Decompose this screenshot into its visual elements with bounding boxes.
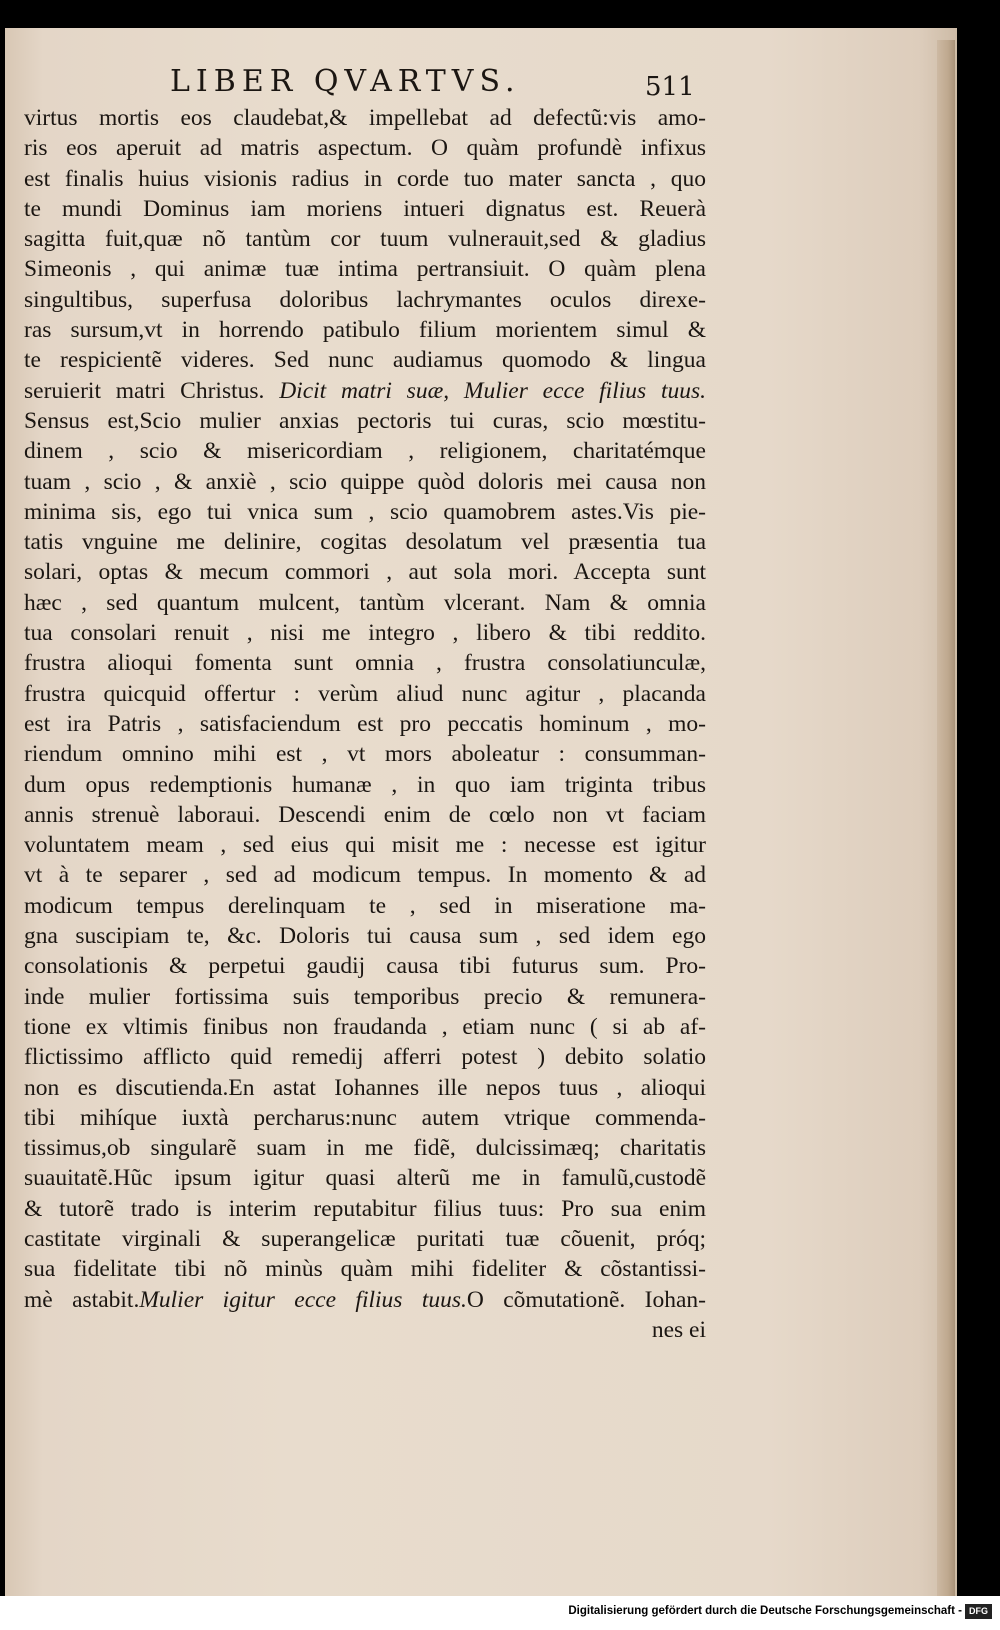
text-line: ras sursum,vt in horrendo patibulo filium morientem simul & <box>24 317 706 344</box>
text-line: dum opus redemptionis humanæ , in quo iam triginta tribus <box>24 771 706 798</box>
text-line: frustra alioqui fomenta sunt omnia , frustra consolatiunculæ, <box>24 650 706 677</box>
text-line: flictissimo afflicto quid remedij afferri potest ) debito solatio <box>24 1044 706 1071</box>
text-line: vt à te separer , sed ad modicum tempus. In momento & ad <box>24 862 706 889</box>
text-line: annis strenuè laboraui. Descendi enim de cœlo non vt faciam <box>24 801 706 828</box>
line-text: seruierit matri Christus. <box>24 377 265 404</box>
text-line: gna suscipiam te, &c. Doloris tui causa sum , sed idem ego <box>24 923 706 950</box>
text-line: non es discutienda.En astat Iohannes ille nepos tuus , alioqui <box>24 1074 706 1101</box>
text-line: ris eos aperuit ad matris aspectum. O quàm profundè infixus <box>24 135 706 162</box>
text-line: est finalis huius visionis radius in corde tuo mater sancta , quo <box>24 165 706 192</box>
text-line: te respicientẽ videres. Sed nunc audiamus quomodo & lingua <box>24 347 706 374</box>
text-line: inde mulier fortissima suis temporibus precio & remunera- <box>24 983 706 1010</box>
text-line: minima sis, ego tui vnica sum , scio quamobrem astes.Vis pie- <box>24 498 706 525</box>
text-line: suauitatẽ.Hũc ipsum igitur quasi alterũ me in famulũ,custodẽ <box>24 1165 706 1192</box>
text-line: Simeonis , qui animæ tuæ intima pertransiuit. O quàm plena <box>24 256 706 283</box>
text-line: frustra quicquid offertur : verùm aliud nunc agitur , placanda <box>24 680 706 707</box>
text-line: Sensus est,Scio mulier anxias pectoris tui curas, scio mœstitu- <box>24 407 706 434</box>
text-line: tuam , scio , & anxiè , scio quippe quòd doloris mei causa non <box>24 468 706 495</box>
text-line: castitate virginali & superangelicæ puritati tuæ cõuenit, próq; <box>24 1225 706 1252</box>
text-line: & tutorẽ trado is interim reputabitur filius tuus: Pro sua enim <box>24 1195 706 1222</box>
text-line: riendum omnino mihi est , vt mors aboleatur : consumman- <box>24 741 706 768</box>
catchword: nes ei <box>651 1316 706 1343</box>
line-text: O cõmutationẽ. Iohan- <box>466 1286 706 1313</box>
text-line: sagitta fuit,quæ nõ tantùm cor tuum vulnerauit,sed & gladius <box>24 226 706 253</box>
page-number: 511 <box>645 72 695 102</box>
text-line: tibi mihíque iuxtà percharus:nunc autem vtrique commenda- <box>24 1104 706 1131</box>
text-line-with-quote <box>24 376 706 406</box>
italic-quote: Mulier igitur ecce filius tuus. <box>139 1286 467 1313</box>
text-line: consolationis & perpetui gaudij causa tibi futurus sum. Pro- <box>24 953 706 980</box>
text-line: est ira Patris , satisfaciendum est pro peccatis hominum , mo- <box>24 710 706 737</box>
running-title: LIBER QVARTVS. <box>170 64 521 99</box>
body-text <box>24 103 706 1345</box>
text-line: virtus mortis eos claudebat,& impellebat ad defectũ:vis amo- <box>24 105 706 131</box>
funding-credit: Digitalisierung gefördert durch die Deutsche Forschungsgemeinschaft - <box>568 1605 962 1617</box>
text-line: dinem , scio & misericordiam , religionem, charitatémque <box>24 438 706 465</box>
text-line: singultibus, superfusa doloribus lachrymantes oculos direxe- <box>24 286 706 313</box>
text-line-with-quote <box>24 1285 706 1315</box>
italic-quote: Dicit matri suæ, Mulier ecce filius tuus. <box>279 377 707 404</box>
text-line: tissimus,ob singularẽ suam in me fidẽ, dulcissimæq; charitatis <box>24 1135 706 1162</box>
line-text: mè astabit. <box>24 1286 140 1313</box>
digitization-footer <box>0 1596 1000 1630</box>
page-edge <box>937 40 955 1596</box>
text-line: solari, optas & mecum commori , aut sola mori. Accepta sunt <box>24 559 706 586</box>
text-line: tua consolari renuit , nisi me integro , libero & tibi reddito. <box>24 620 706 647</box>
text-line: modicum tempus derelinquam te , sed in miseratione ma- <box>24 892 706 919</box>
dfg-logo: DFG <box>965 1604 992 1619</box>
text-line: tione ex vltimis finibus non fraudanda , etiam nunc ( si ab af- <box>24 1013 706 1040</box>
scan-border <box>957 0 1000 1630</box>
text-line: hæc , sed quantum mulcent, tantùm vlcerant. Nam & omnia <box>24 589 706 616</box>
text-line: sua fidelitate tibi nõ minùs quàm mihi fideliter & cõstantissi- <box>24 1256 706 1283</box>
text-line: voluntatem meam , sed eius qui misit me : necesse est igitur <box>24 832 706 859</box>
text-line: tatis vnguine me delinire, cogitas desolatum vel præsentia tua <box>24 529 706 556</box>
text-line: te mundi Dominus iam moriens intueri dignatus est. Reuerà <box>24 195 706 222</box>
